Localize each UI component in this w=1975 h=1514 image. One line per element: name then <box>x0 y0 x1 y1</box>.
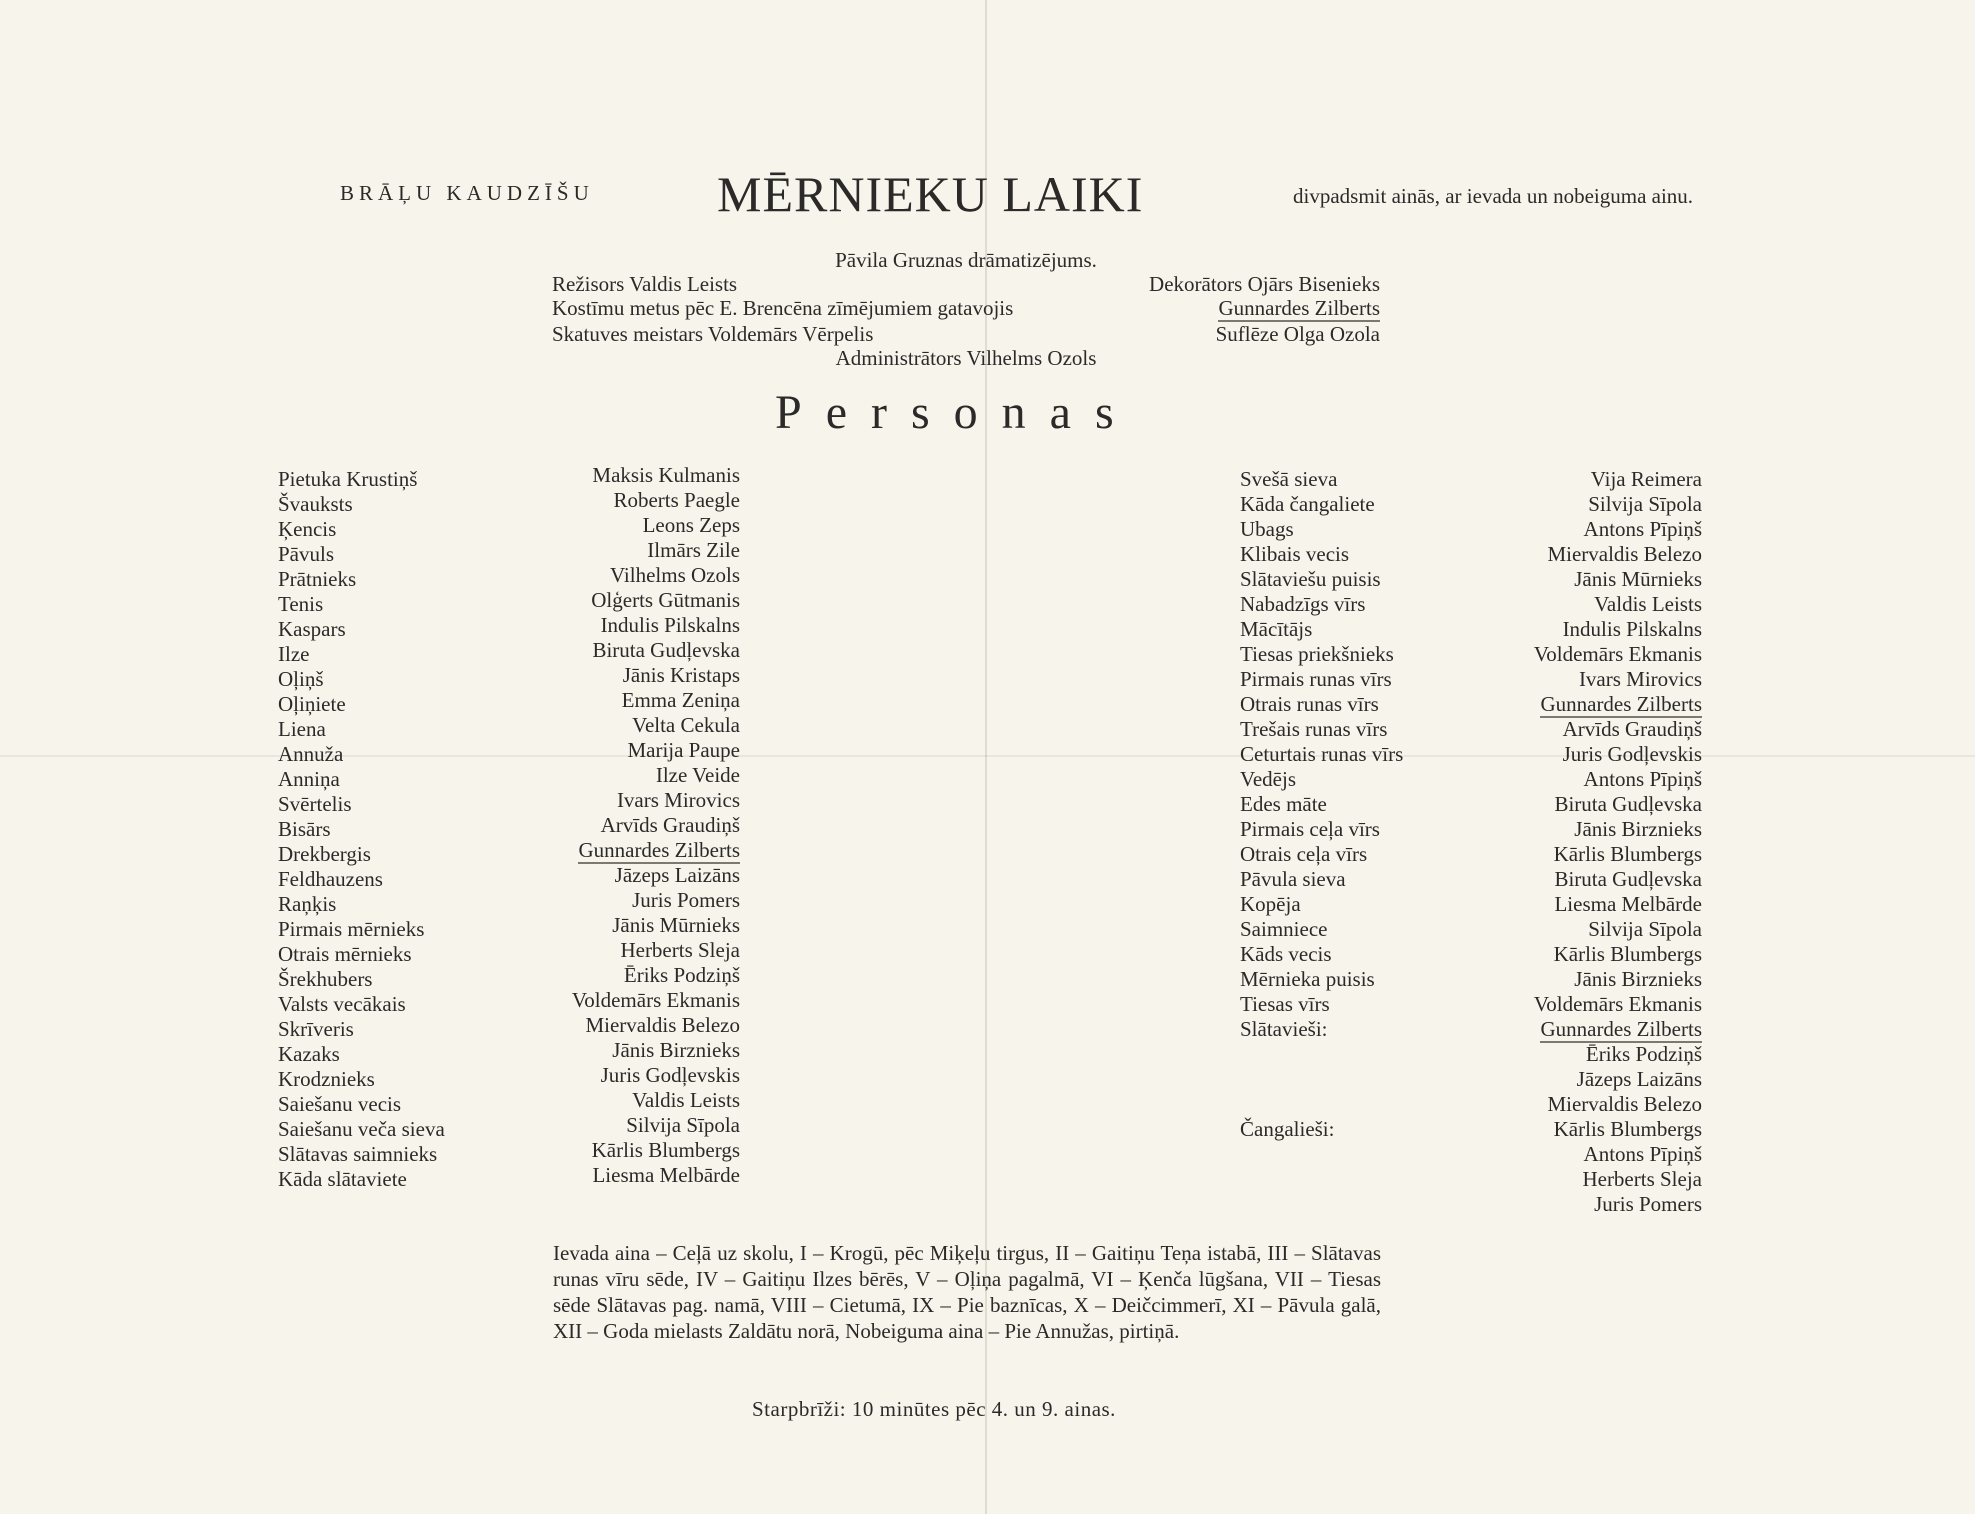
dramatization-credit: Pāvila Gruznas drāmatizējums. <box>835 248 1097 272</box>
cast-actor <box>1460 667 1702 692</box>
cast-actor <box>504 1013 740 1038</box>
cast-actor-name: Valdis Leists <box>632 1088 740 1112</box>
cast-role: Slātavieši: <box>1240 1017 1328 1041</box>
cast-role: Slātavas saimnieks <box>278 1142 438 1166</box>
cast-role: Pāvula sieva <box>1240 867 1346 891</box>
cast-actor <box>1460 617 1702 642</box>
cast-actor <box>504 488 740 513</box>
cast-actor <box>1460 992 1702 1017</box>
cast-role: Pāvuls <box>278 542 335 566</box>
cast-actor <box>1460 567 1702 592</box>
cast-actor-name: Jānis Birznieks <box>1574 817 1702 841</box>
cast-actor <box>1460 817 1702 842</box>
cast-role: Liena <box>278 717 326 741</box>
cast-actor <box>1460 1042 1702 1067</box>
cast-actor-name: Jāzeps Laizāns <box>614 863 740 887</box>
cast-actor-name: Antons Pīpiņš <box>1583 517 1702 541</box>
cast-actor <box>504 1038 740 1063</box>
cast-role: Vedējs <box>1240 767 1296 791</box>
cast-actor-name: Maksis Kulmanis <box>592 463 740 487</box>
cast-actor <box>504 863 740 888</box>
play-title: MĒRNIEKU LAIKI <box>717 166 1144 222</box>
cast-actor <box>504 463 740 488</box>
cast-actor <box>1460 767 1702 792</box>
cast-role: Otrais runas vīrs <box>1240 692 1379 716</box>
cast-role: Tiesas priekšnieks <box>1240 642 1394 666</box>
cast-actor <box>504 938 740 963</box>
cast-role: Saimniece <box>1240 917 1328 941</box>
cast-role <box>1240 1067 1403 1092</box>
cast-role: Ilze <box>278 642 310 666</box>
cast-actor <box>504 638 740 663</box>
costumes-credit: Kostīmu metus pēc E. Brencēna zīmējumiem gatavojis <box>552 296 1014 320</box>
cast-role: Slātaviešu puisis <box>1240 567 1381 591</box>
cast-actor <box>504 1113 740 1138</box>
cast-role: Saiešanu veča sieva <box>278 1117 445 1141</box>
roles-column-left <box>278 467 445 1192</box>
cast-role: Svešā sieva <box>1240 467 1338 491</box>
cast-role: Nabadzīgs vīrs <box>1240 592 1366 616</box>
cast-actor <box>504 788 740 813</box>
credits-block <box>552 248 1380 370</box>
cast-actor <box>504 688 740 713</box>
cast-actor-name: Jānis Mūrnieks <box>1574 567 1702 591</box>
cast-role: Krodznieks <box>278 1067 375 1091</box>
cast-actor-name: Voldemārs Ekmanis <box>1533 992 1702 1016</box>
cast-actor <box>1460 842 1702 867</box>
cast-actor-name: Antons Pīpiņš <box>1583 1142 1702 1166</box>
cast-role: Pirmais ceļa vīrs <box>1240 817 1380 841</box>
cast-actor <box>504 888 740 913</box>
cast-actor-name: Olģerts Gūtmanis <box>591 588 740 612</box>
cast-actor <box>1460 917 1702 942</box>
cast-actor-name: Voldemārs Ekmanis <box>1533 642 1702 666</box>
cast-actor <box>1460 892 1702 917</box>
cast-role: Otrais mērnieks <box>278 942 412 966</box>
cast-actor-name: Jānis Birznieks <box>612 1038 740 1062</box>
cast-role: Oļiņš <box>278 667 324 691</box>
section-title: Personas <box>775 386 1138 439</box>
cast-role: Tenis <box>278 592 324 616</box>
cast-actor-name: Kārlis Blumbergs <box>591 1138 740 1162</box>
cast-actor-name: Ivars Mirovics <box>1578 667 1702 691</box>
cast-actor <box>504 563 740 588</box>
cast-actor <box>504 588 740 613</box>
cast-actor <box>1460 542 1702 567</box>
cast-role: Ubags <box>1240 517 1294 541</box>
cast-role: Kopēja <box>1240 892 1301 916</box>
cast-role: Anniņa <box>278 767 340 791</box>
cast-role: Pirmais mērnieks <box>278 917 425 941</box>
cast-actor-name: Jāzeps Laizāns <box>1576 1067 1702 1091</box>
cast-actor <box>1460 742 1702 767</box>
cast-actor-name: Silvija Sīpola <box>1588 917 1702 941</box>
cast-role <box>1240 1167 1403 1192</box>
cast-role: Mērnieka puisis <box>1240 967 1375 991</box>
cast-role: Bisārs <box>278 817 331 841</box>
cast-actor <box>1460 867 1702 892</box>
actors-column-left <box>504 463 740 1188</box>
cast-actor-name: Ēriks Podziņš <box>1585 1042 1702 1066</box>
cast-actor-name: Valdis Leists <box>1594 592 1702 616</box>
cast-actor-name: Ivars Mirovics <box>616 788 740 812</box>
cast-actor-name: Silvija Sīpola <box>626 1113 740 1137</box>
actors-column-right <box>1460 467 1702 1217</box>
decorator-credit: Dekorātors Ojārs Bisenieks <box>1149 272 1380 296</box>
cast-actor <box>1460 717 1702 742</box>
cast-role: Klibais vecis <box>1240 542 1350 566</box>
costumes-name: Gunnardes Zilberts <box>1218 296 1380 320</box>
roles-column-right <box>1240 467 1403 1217</box>
cast-actor-name: Indulis Pilskalns <box>600 613 740 637</box>
cast-actor <box>504 988 740 1013</box>
cast-actor <box>1460 642 1702 667</box>
cast-actor <box>1460 467 1702 492</box>
cast-actor-name: Jānis Mūrnieks <box>612 913 740 937</box>
cast-actor-name: Antons Pīpiņš <box>1583 767 1702 791</box>
cast-actor <box>504 513 740 538</box>
cast-role: Kāds vecis <box>1240 942 1332 966</box>
cast-actor <box>1460 967 1702 992</box>
cast-role: Drekbergis <box>278 842 371 866</box>
cast-role: Pietuka Krustiņš <box>278 467 418 491</box>
cast-actor-name: Herberts Sleja <box>620 938 740 962</box>
director-credit: Režisors Valdis Leists <box>552 272 738 296</box>
cast-actor <box>1460 1117 1702 1142</box>
cast-actor <box>1460 692 1702 717</box>
cast-role: Skrīveris <box>278 1017 354 1041</box>
cast-actor <box>504 963 740 988</box>
credits-row <box>552 296 1380 322</box>
cast-role: Ķencis <box>278 517 337 541</box>
cast-actor-name: Ēriks Podziņš <box>623 963 740 987</box>
cast-actor <box>504 1063 740 1088</box>
cast-actor-name: Biruta Gudļevska <box>1554 867 1702 891</box>
play-subtitle: divpadsmit ainās, ar ievada un nobeiguma ainu. <box>1293 184 1694 208</box>
cast-actor <box>504 913 740 938</box>
cast-role: Kaspars <box>278 617 346 641</box>
cast-actor <box>504 838 740 863</box>
cast-actor <box>1460 942 1702 967</box>
cast-actor <box>504 613 740 638</box>
prompter-credit: Suflēze Olga Ozola <box>1215 322 1380 346</box>
cast-actor-name: Ilze Veide <box>655 763 740 787</box>
cast-role: Mācītājs <box>1240 617 1313 641</box>
cast-actor <box>504 663 740 688</box>
cast-role: Valsts vecākais <box>278 992 406 1016</box>
cast-actor-name: Biruta Gudļevska <box>592 638 740 662</box>
cast-actor-name: Kārlis Blumbergs <box>1553 1117 1702 1141</box>
cast-role: Ceturtais runas vīrs <box>1240 742 1404 766</box>
cast-actor-name: Juris Godļevskis <box>1562 742 1702 766</box>
authors: BRĀĻU KAUDZĪŠU <box>340 181 594 205</box>
cast-actor <box>504 713 740 738</box>
cast-role: Tiesas vīrs <box>1240 992 1330 1016</box>
cast-actor-name: Biruta Gudļevska <box>1554 792 1702 816</box>
cast-actor <box>1460 592 1702 617</box>
cast-actor-name: Emma Zeniņa <box>621 688 740 712</box>
cast-role: Švauksts <box>278 492 353 516</box>
cast-actor-name: Arvīds Graudiņš <box>1562 717 1702 741</box>
cast-role: Oļiņiete <box>278 692 346 716</box>
cast-actor <box>1460 517 1702 542</box>
cast-actor <box>504 763 740 788</box>
cast-actor-name: Vilhelms Ozols <box>610 563 740 587</box>
cast-actor <box>504 538 740 563</box>
cast-actor-name: Liesma Melbārde <box>1554 892 1702 916</box>
cast-role: Čangalieši: <box>1240 1117 1335 1141</box>
cast-actor <box>504 1138 740 1163</box>
cast-actor <box>504 813 740 838</box>
cast-role: Annuža <box>278 742 344 766</box>
cast-actor-name: Juris Godļevskis <box>600 1063 740 1087</box>
cast-role: Edes māte <box>1240 792 1327 816</box>
cast-role: Kazaks <box>278 1042 340 1066</box>
cast-actor-name: Juris Pomers <box>1594 1192 1702 1216</box>
cast-actor <box>1460 1067 1702 1092</box>
cast-actor <box>504 1163 740 1188</box>
cast-role <box>1240 1192 1403 1217</box>
credits-row <box>552 322 1380 346</box>
cast-actor-name: Ilmārs Zile <box>647 538 740 562</box>
cast-actor-name: Juris Pomers <box>632 888 740 912</box>
cast-actor-name: Arvīds Graudiņš <box>600 813 740 837</box>
administrator-credit: Administrātors Vilhelms Ozols <box>835 346 1097 370</box>
stage-master-credit: Skatuves meistars Voldemārs Vērpelis <box>552 322 874 346</box>
cast-actor-name: Velta Cekula <box>632 713 740 737</box>
cast-role: Trešais runas vīrs <box>1240 717 1388 741</box>
cast-actor <box>1460 492 1702 517</box>
cast-role: Svērtelis <box>278 792 352 816</box>
cast-actor <box>1460 792 1702 817</box>
cast-actor-name: Liesma Melbārde <box>592 1163 740 1187</box>
cast-actor-name: Miervaldis Belezo <box>585 1013 740 1037</box>
cast-role: Feldhauzens <box>278 867 383 891</box>
cast-role: Saiešanu vecis <box>278 1092 402 1116</box>
cast-actor-name: Indulis Pilskalns <box>1562 617 1702 641</box>
cast-actor <box>1460 1142 1702 1167</box>
cast-actor <box>1460 1017 1702 1042</box>
cast-actor-name: Jānis Birznieks <box>1574 967 1702 991</box>
cast-role: Raņķis <box>278 892 337 916</box>
cast-role: Kāda slātaviete <box>278 1167 407 1191</box>
cast-actor <box>504 1088 740 1113</box>
cast-actor-name: Gunnardes Zilberts <box>1540 692 1702 716</box>
cast-actor-name: Gunnardes Zilberts <box>578 838 740 862</box>
cast-actor-name: Leons Zeps <box>642 513 740 537</box>
cast-actor-name: Miervaldis Belezo <box>1547 1092 1702 1116</box>
intermission-note: Starpbrīži: 10 minūtes pēc 4. un 9. ainas. <box>752 1397 1116 1421</box>
cast-actor <box>504 738 740 763</box>
cast-actor-name: Kārlis Blumbergs <box>1553 842 1702 866</box>
cast-actor-name: Jānis Kristaps <box>622 663 740 687</box>
credits-row <box>552 272 1380 296</box>
cast-actor-name: Voldemārs Ekmanis <box>571 988 740 1012</box>
cast-role: Šrekhubers <box>278 967 373 991</box>
cast-role: Prātnieks <box>278 567 357 591</box>
cast-role: Kāda čangaliete <box>1240 492 1375 516</box>
cast-actor-name: Miervaldis Belezo <box>1547 542 1702 566</box>
cast-actor <box>1460 1092 1702 1117</box>
cast-role: Otrais ceļa vīrs <box>1240 842 1368 866</box>
cast-role <box>1240 1142 1403 1167</box>
cast-role: Pirmais runas vīrs <box>1240 667 1392 691</box>
scenes-list: Ievada aina – Ceļā uz skolu, I – Krogū, pēc Miķeļu tirgus, II – Gaitiņu Teņa istabā, III – Slātavas runas vīru sēde, IV – Gaitiņu Ilzes bērēs, V – Oļiņa pagalmā, VI – Ķenča lūgšana, VII – Tiesas sēde Slātavas pag. namā, VIII – Cietumā, IX – Pie baznīcas, X – Deičcimmerī, XI – Pāvula galā, XII – Goda mielasts Zaldātu norā, Nobeiguma aina – Pie Annužas, pirtiņā. <box>553 1241 1381 1343</box>
cast-actor-name: Vija Reimera <box>1590 467 1702 491</box>
cast-actor <box>1460 1167 1702 1192</box>
cast-actor-name: Roberts Paegle <box>613 488 740 512</box>
cast-role <box>1240 1042 1403 1067</box>
cast-actor-name: Marija Paupe <box>627 738 740 762</box>
cast-actor-name: Herberts Sleja <box>1582 1167 1702 1191</box>
cast-role <box>1240 1092 1403 1117</box>
cast-actor-name: Silvija Sīpola <box>1588 492 1702 516</box>
cast-actor <box>1460 1192 1702 1217</box>
cast-actor-name: Kārlis Blumbergs <box>1553 942 1702 966</box>
cast-actor-name: Gunnardes Zilberts <box>1540 1017 1702 1041</box>
